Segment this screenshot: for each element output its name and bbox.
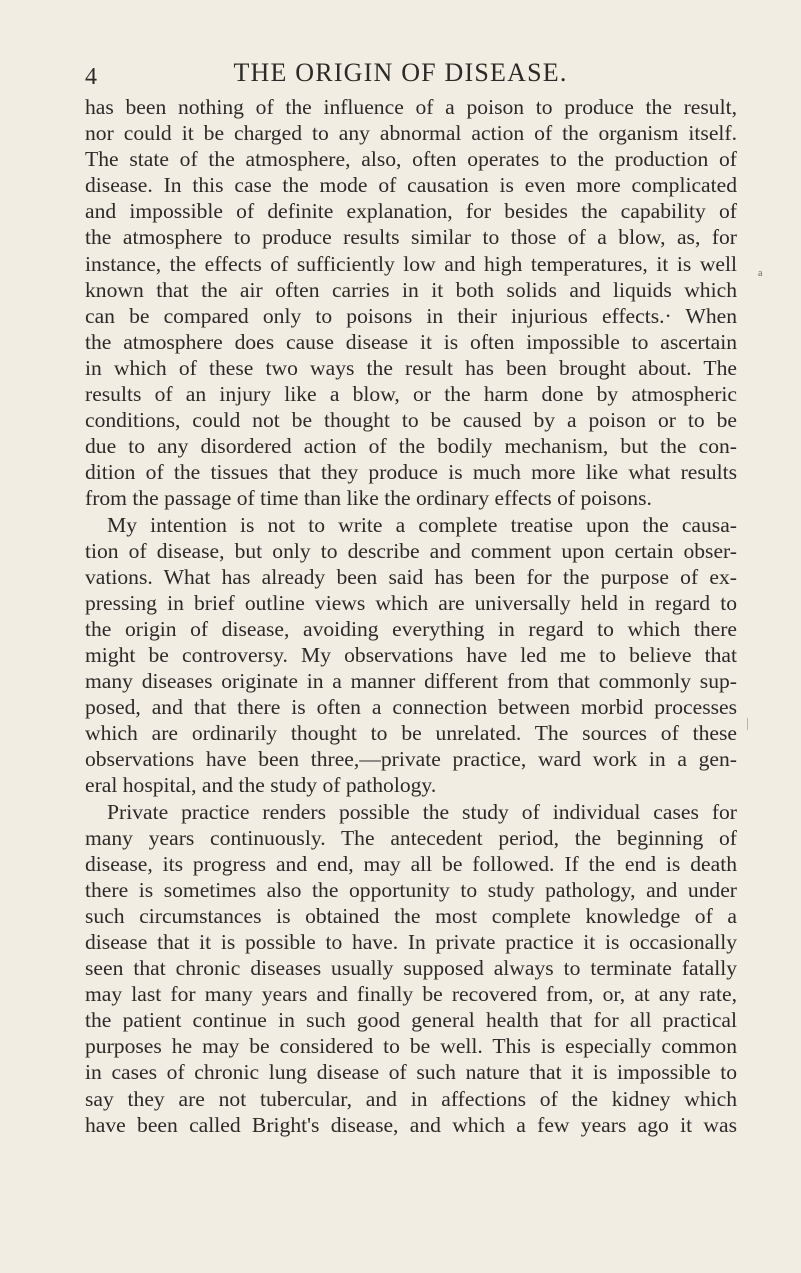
text-line: instance, the effects of sufficiently low and high temperatures, it is well	[85, 251, 737, 276]
text-line: posed, and that there is often a connection between morbid processes	[85, 695, 737, 720]
text-line: disease that it is possible to have. In private practice it is occasionally	[85, 930, 737, 954]
text-line: known that the air often carries in it both solids and liquids which	[85, 277, 737, 302]
page-header	[0, 58, 801, 92]
text-line: pressing in brief outline views which are universally held in regard to	[85, 590, 737, 615]
text-line: and impossible of definite explanation, for besides the capability of	[85, 199, 737, 224]
text-line: such circumstances is obtained the most complete knowledge of a	[85, 903, 737, 928]
text-line: the patient continue in such good general health that for all practical	[85, 1008, 737, 1033]
text-line: disease. In this case the mode of causation is even more complicated	[85, 173, 737, 198]
body-text	[85, 94, 737, 1138]
text-line: which are ordinarily thought to be unrelated. The sources of these	[85, 721, 737, 746]
text-line: disease, its progress and end, may all be followed. If the end is death	[85, 851, 737, 876]
text-line: say they are not tubercular, and in affections of the kidney which	[85, 1086, 737, 1111]
text-line: conditions, could not be thought to be caused by a poison or to be	[85, 408, 737, 433]
text-line: nor could it be charged to any abnormal action of the organism itself.	[85, 121, 737, 146]
text-line: seen that chronic diseases usually supposed always to terminate fatally	[85, 956, 737, 981]
text-line: the atmosphere to produce results similar to those of a blow, as, for	[85, 225, 737, 250]
text-line: from the passage of time than like the ordinary effects of poisons.	[85, 486, 652, 511]
text-line: due to any disordered action of the bodily mechanism, but the con-	[85, 434, 737, 459]
text-line: results of an injury like a blow, or the harm done by atmospheric	[85, 382, 737, 407]
text-line: purposes he may be considered to be well. This is especially common	[85, 1034, 737, 1059]
page-edge-mark	[747, 718, 748, 730]
text-line: may last for many years and finally be recovered from, or, at any rate,	[85, 982, 737, 1007]
text-line: vations. What has already been said has been for the purpose of ex-	[85, 564, 737, 589]
text-line: The state of the atmosphere, also, often operates to the production of	[85, 147, 737, 172]
text-line: have been called Bright's disease, and which a few years ago it was	[85, 1112, 737, 1137]
text-line: the atmosphere does cause disease it is often impossible to ascertain	[85, 329, 737, 354]
page-number: 4	[85, 64, 98, 90]
text-line: Private practice renders possible the study of individual cases for	[107, 799, 737, 824]
text-line: there is sometimes also the opportunity to study pathology, and under	[85, 877, 737, 902]
text-line: tion of disease, but only to describe and comment upon certain obser-	[85, 538, 737, 563]
text-line: can be compared only to poisons in their injurious effects.· When	[85, 303, 737, 328]
text-line: in which of these two ways the result has been brought about. The	[85, 355, 737, 380]
text-line: many years continuously. The antecedent period, the beginning of	[85, 825, 737, 850]
margin-mark: a	[758, 268, 763, 279]
text-line: in cases of chronic lung disease of such nature that it is impossible to	[85, 1060, 737, 1085]
text-line: might be controversy. My observations have led me to believe that	[85, 642, 737, 667]
text-line: eral hospital, and the study of pathology.	[85, 773, 437, 798]
text-line: dition of the tissues that they produce is much more like what results	[85, 460, 737, 485]
text-line: has been nothing of the influence of a poison to produce the result,	[85, 95, 737, 119]
text-line: My intention is not to write a complete treatise upon the causa-	[107, 512, 737, 537]
text-line: many diseases originate in a manner different from that commonly sup-	[85, 669, 737, 694]
text-line: the origin of disease, avoiding everything in regard to which there	[85, 616, 737, 641]
running-title: THE ORIGIN OF DISEASE.	[233, 58, 568, 87]
text-line: observations have been three,—private practice, ward work in a gen-	[85, 747, 737, 772]
